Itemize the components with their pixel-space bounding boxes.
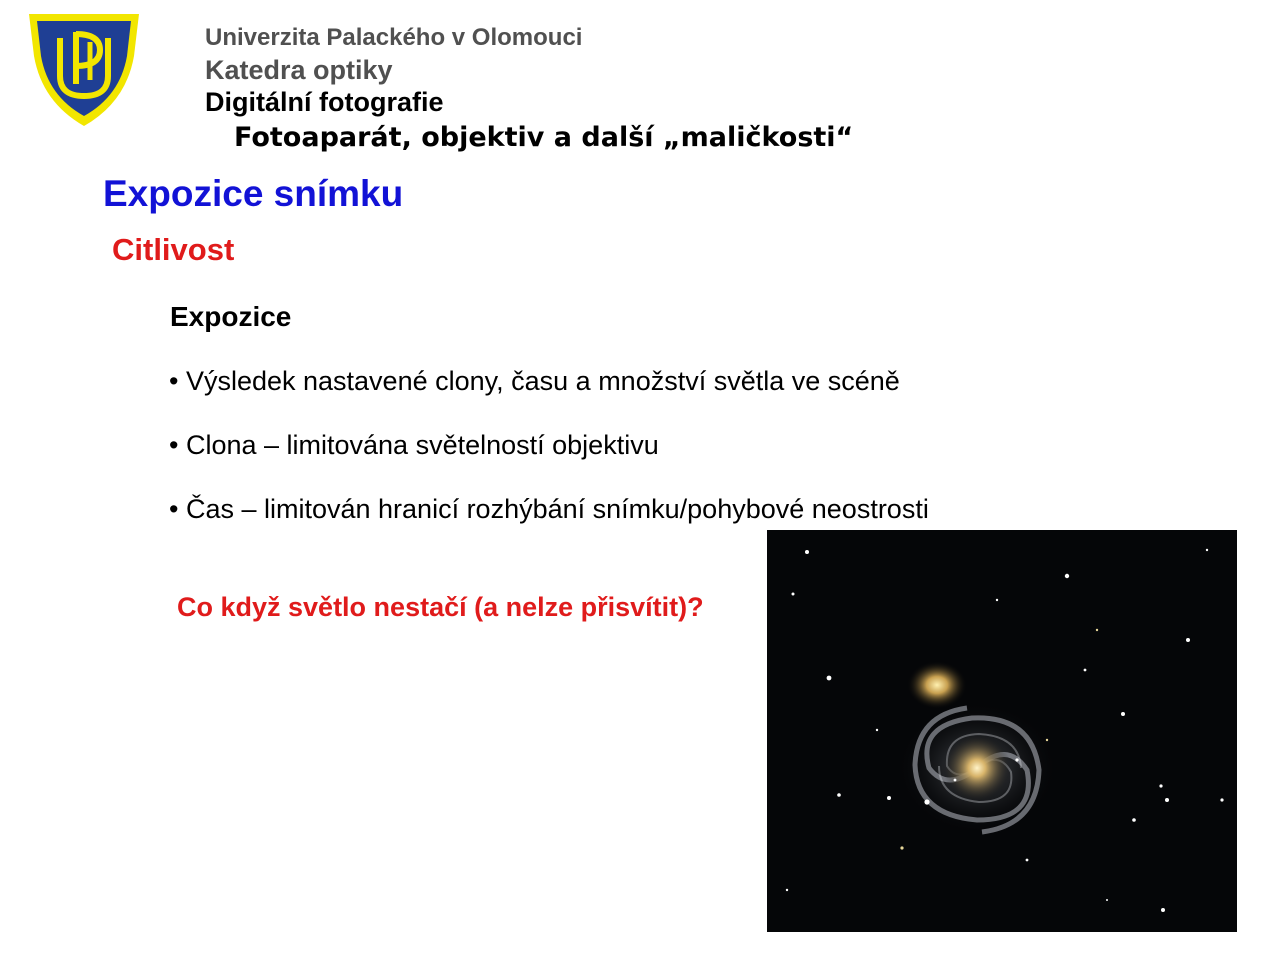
course-name: Digitální fotografie xyxy=(205,87,444,117)
department-name: Katedra optiky xyxy=(205,55,393,85)
question-text: Co když světlo nestačí (a nelze přisvítit)? xyxy=(177,592,704,622)
section-heading: Expozice xyxy=(170,301,292,332)
lecture-topic: Fotoaparát, objektiv a další „maličkosti“ xyxy=(234,122,854,153)
bullet-item: • Výsledek nastavené clony, času a množství světla ve scéně xyxy=(169,366,900,396)
galaxy-photo xyxy=(767,530,1237,932)
university-name: Univerzita Palackého v Olomouci xyxy=(205,24,583,51)
bullet-item: • Clona – limitována světelností objektivu xyxy=(169,430,659,460)
university-logo xyxy=(26,10,142,128)
shield-logo-icon xyxy=(26,10,142,128)
bullet-item: • Čas – limitován hranicí rozhýbání snímku/pohybové neostrosti xyxy=(169,494,929,524)
spiral-galaxy-image xyxy=(767,530,1237,932)
slide-title: Expozice snímku xyxy=(103,173,404,214)
slide-subtitle: Citlivost xyxy=(112,232,235,267)
